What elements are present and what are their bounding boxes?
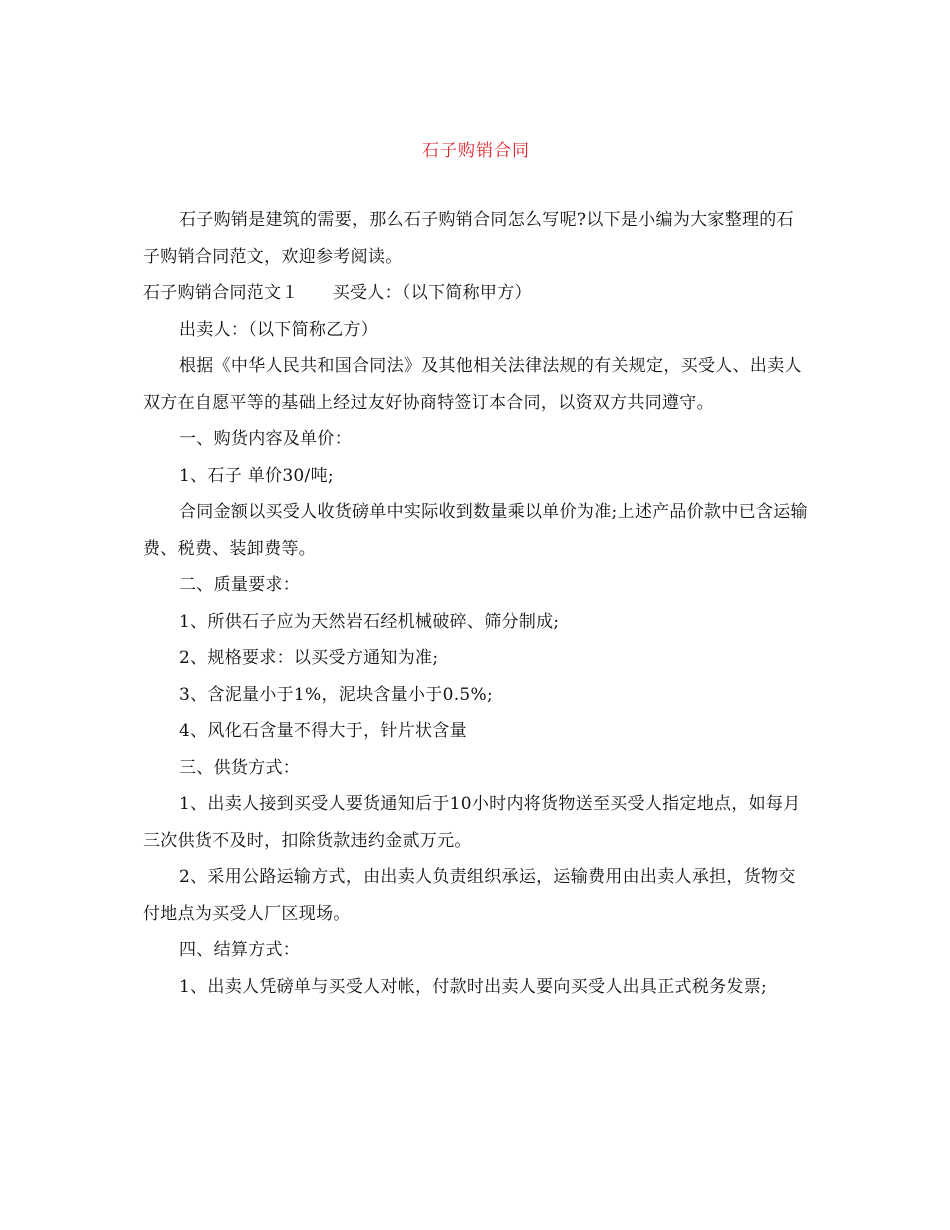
sample-heading-line: [143, 275, 809, 312]
preamble-paragraph: 根据《中华人民共和国合同法》及其他相关法律法规的有关规定，买受人、出卖人双方在自愿平等的基础上经过友好协商特签订本合同，以资双方共同遵守。: [143, 356, 802, 413]
section-3-item-2: 2、采用公路运输方式，由出卖人负责组织承运，运输费用由出卖人承担，货物交付地点为买受人厂区现场。: [143, 867, 796, 924]
section-1-item-1: 1、石子 单价30/吨;: [179, 465, 334, 486]
document-title: 石子购销合同: [422, 141, 530, 161]
section-1-title: 一、购货内容及单价：: [179, 429, 352, 449]
section-2-item-3: 3、含泥量小于1%，泥块含量小于0.5%;: [179, 684, 494, 705]
seller-line: 出卖人：（以下简称乙方）: [179, 319, 379, 340]
document-page: [143, 0, 809, 1230]
section-2-item-4: 4、风化石含量不得大于，针片状含量: [179, 721, 467, 741]
section-2-title: 二、质量要求：: [179, 575, 301, 595]
intro-paragraph: 石子购销是建筑的需要，那么石子购销合同怎么写呢?以下是小编为大家整理的石子购销合同范文，欢迎参考阅读。: [143, 210, 794, 267]
document-body: [143, 202, 809, 1005]
section-3-title: 三、供货方式：: [179, 757, 301, 778]
section-2-item-1: 1、所供石子应为天然岩石经机械破碎、筛分制成;: [179, 611, 560, 632]
section-4-title: 四、结算方式：: [179, 940, 301, 960]
section-4-item-1: 1、出卖人凭磅单与买受人对帐，付款时出卖人要向买受人出具正式税务发票;: [179, 976, 768, 997]
section-3-item-1: 1、出卖人接到买受人要货通知后于10小时内将货物送至买受人指定地点，如每月三次供货不及时，扣除货款违约金贰万元。: [143, 794, 801, 851]
sample-heading: 石子购销合同范文１: [143, 283, 299, 303]
buyer-line: 买受人：（以下简称甲方）: [332, 283, 532, 303]
section-2-item-2: 2、规格要求：以买受方通知为准;: [179, 648, 439, 668]
section-1-note: 合同金额以买受人收货磅单中实际收到数量乘以单价为准;上述产品价款中已含运输费、税费、装卸费等。: [143, 502, 808, 559]
